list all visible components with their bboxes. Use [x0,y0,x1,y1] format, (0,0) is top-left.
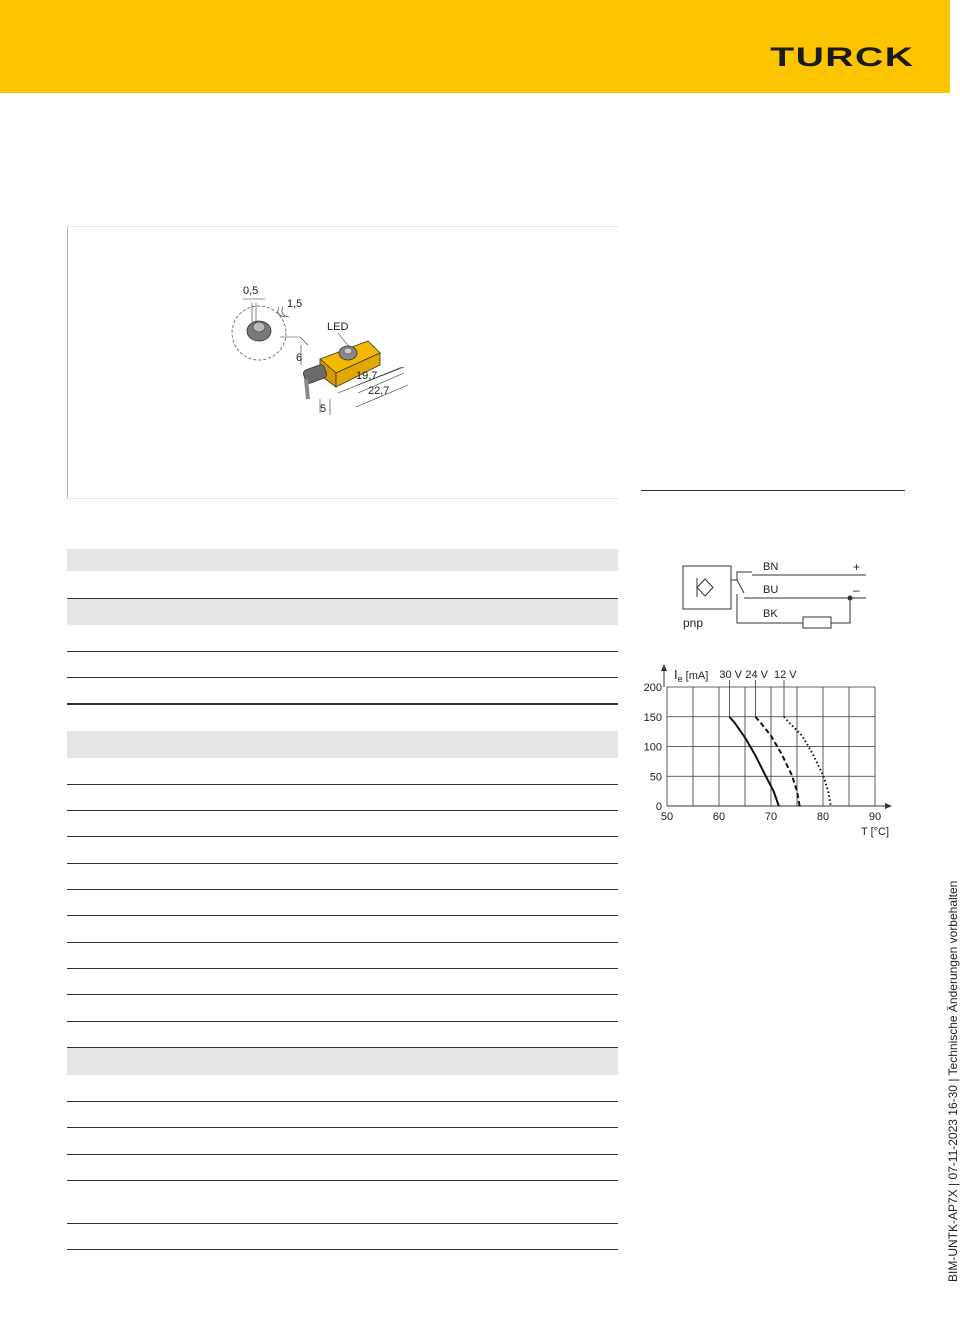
inductive-sensor-icon [697,579,713,596]
table-row [67,1102,618,1128]
dimension-drawing [68,227,619,500]
y-tick-label: 50 [649,771,662,784]
x-tick-label: 70 [764,811,778,823]
table-row [67,811,618,837]
y-tick-label: 200 [643,682,662,694]
dim-label-19-7: 19,7 [356,370,378,382]
table-row [67,652,618,678]
table-row [67,1128,618,1155]
side-document-info: BIM-UNTK-AP7X | 07-11-2023 16-30 | Technische Änderungen vorbehalten [946,880,960,1282]
load-resistor-icon [803,617,831,628]
table-row [67,916,618,943]
chart-ticks [644,682,881,823]
y-tick-label: 100 [643,741,662,754]
table-section-header [67,1048,618,1075]
table-row [67,995,618,1022]
y-tick-label: 150 [643,711,662,724]
sensor-symbol-box [683,566,731,609]
x-tick-label: 50 [660,811,674,823]
y-axis-label: $I_e$ [mA] [674,667,709,684]
header-bar [0,0,950,93]
series-label: 12 V [774,669,797,681]
series-line-12v [784,717,831,806]
dim-label-0-5: 0,5 [243,285,259,297]
dimension-drawing-panel [67,226,618,499]
table-row [67,1181,618,1224]
wiring-diagram [660,550,875,635]
table-row [67,943,618,969]
wire-label-bu: BU [763,584,779,596]
wire-label-bn: BN [763,561,779,573]
table-row [67,1155,618,1181]
led-label: LED [327,321,349,333]
table-section-header [67,549,618,571]
table-row [67,704,618,731]
series-label: 30 V [719,669,743,681]
polarity-plus: + [853,560,861,574]
dim-label-5: 5 [320,403,327,415]
series-label: 24 V [745,669,769,681]
x-tick-label: 80 [816,811,830,823]
x-axis-label: T [°C] [861,826,890,838]
derating-chart [630,660,900,845]
polarity-minus: – [853,583,860,597]
right-column-divider [641,490,905,491]
chart-grid [667,687,888,806]
dim-label-1-5: 1,5 [287,298,303,310]
table-section-header [67,598,618,625]
table-row [67,785,618,811]
dim-label-22-7: 22,7 [368,385,390,397]
x-tick-label: 90 [868,811,882,823]
series-line-24v [755,717,799,806]
table-section-header [67,731,618,758]
table-row [67,758,618,785]
y-tick-label: 0 [655,801,662,813]
table-row [67,969,618,995]
x-tick-label: 60 [712,811,726,823]
output-type-label: pnp [683,616,704,630]
x-axis-arrow-icon [885,803,892,809]
table-row [67,678,618,704]
table-row [67,890,618,916]
brand-logo: TURCK [769,42,914,72]
table-row [67,625,618,652]
table-row [67,1224,618,1250]
wire-label-bk: BK [763,608,778,620]
table-row [67,1075,618,1102]
table-row [67,1022,618,1048]
table-row [67,837,618,864]
dim-label-6: 6 [296,352,303,364]
table-row [67,864,618,890]
